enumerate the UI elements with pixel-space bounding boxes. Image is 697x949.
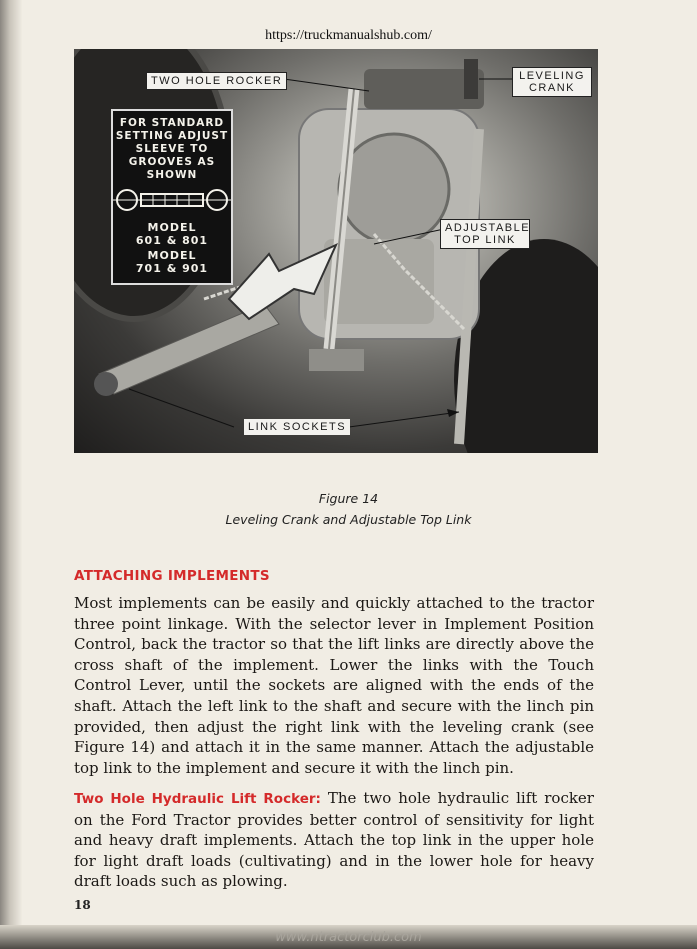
paragraph-rocker-body: The two hole hydraulic lift rocker on the Ford Tractor provides better control of sensitivity for light and heavy draft implements. Attach the top link in the upper hole for light draft loads (cultivating) and in the lower hole for heavy draft loads such as plowing.: [74, 789, 594, 891]
paragraph-rocker: [74, 788, 594, 892]
figure-photo: [74, 49, 598, 453]
figure-caption-title: Figure 14: [318, 491, 379, 506]
label-link-sockets: LINK SOCKETS: [244, 419, 350, 435]
paragraph-attaching: Most implements can be easily and quickly attached to the tractor three point linkage. With the selector lever in Implement Position Control, back the tractor so that the lift links are directly above the cross shaft of the implement. Lower the links with the Touch Control Lever, until the sockets are aligned with the ends of the shaft. Attach the left link to the shaft and secure with the linch pin provided, then adjust the right link with the leveling crank (see Figure 14) and attach it in the same manner. Attach the adjustable top link to the implement and secure it with the linch pin.: [74, 594, 594, 777]
watermark: www.ntractorclub.com: [275, 930, 422, 945]
label-leveling-crank: LEVELING CRANK: [512, 67, 592, 97]
section-heading: ATTACHING IMPLEMENTS: [74, 568, 270, 584]
standard-setting-box: FOR STANDARD SETTING ADJUST SLEEVE TO GROOVES AS SHOWN MODEL 601 & 801 MODEL 701 & 901: [111, 109, 233, 285]
page-number: 18: [74, 898, 91, 912]
figure-caption-subtitle: Leveling Crank and Adjustable Top Link: [225, 512, 472, 527]
adjust-sleeve-icon: [113, 183, 231, 217]
paragraph-rocker-heading: Two Hole Hydraulic Lift Rocker:: [74, 791, 321, 807]
source-url[interactable]: https://truckmanualshub.com/: [265, 28, 432, 43]
page-binding-shadow: [0, 0, 22, 949]
label-two-hole-rocker: TWO HOLE ROCKER: [146, 72, 287, 90]
label-adjustable-top-link: ADJUSTABLE TOP LINK: [440, 219, 530, 249]
